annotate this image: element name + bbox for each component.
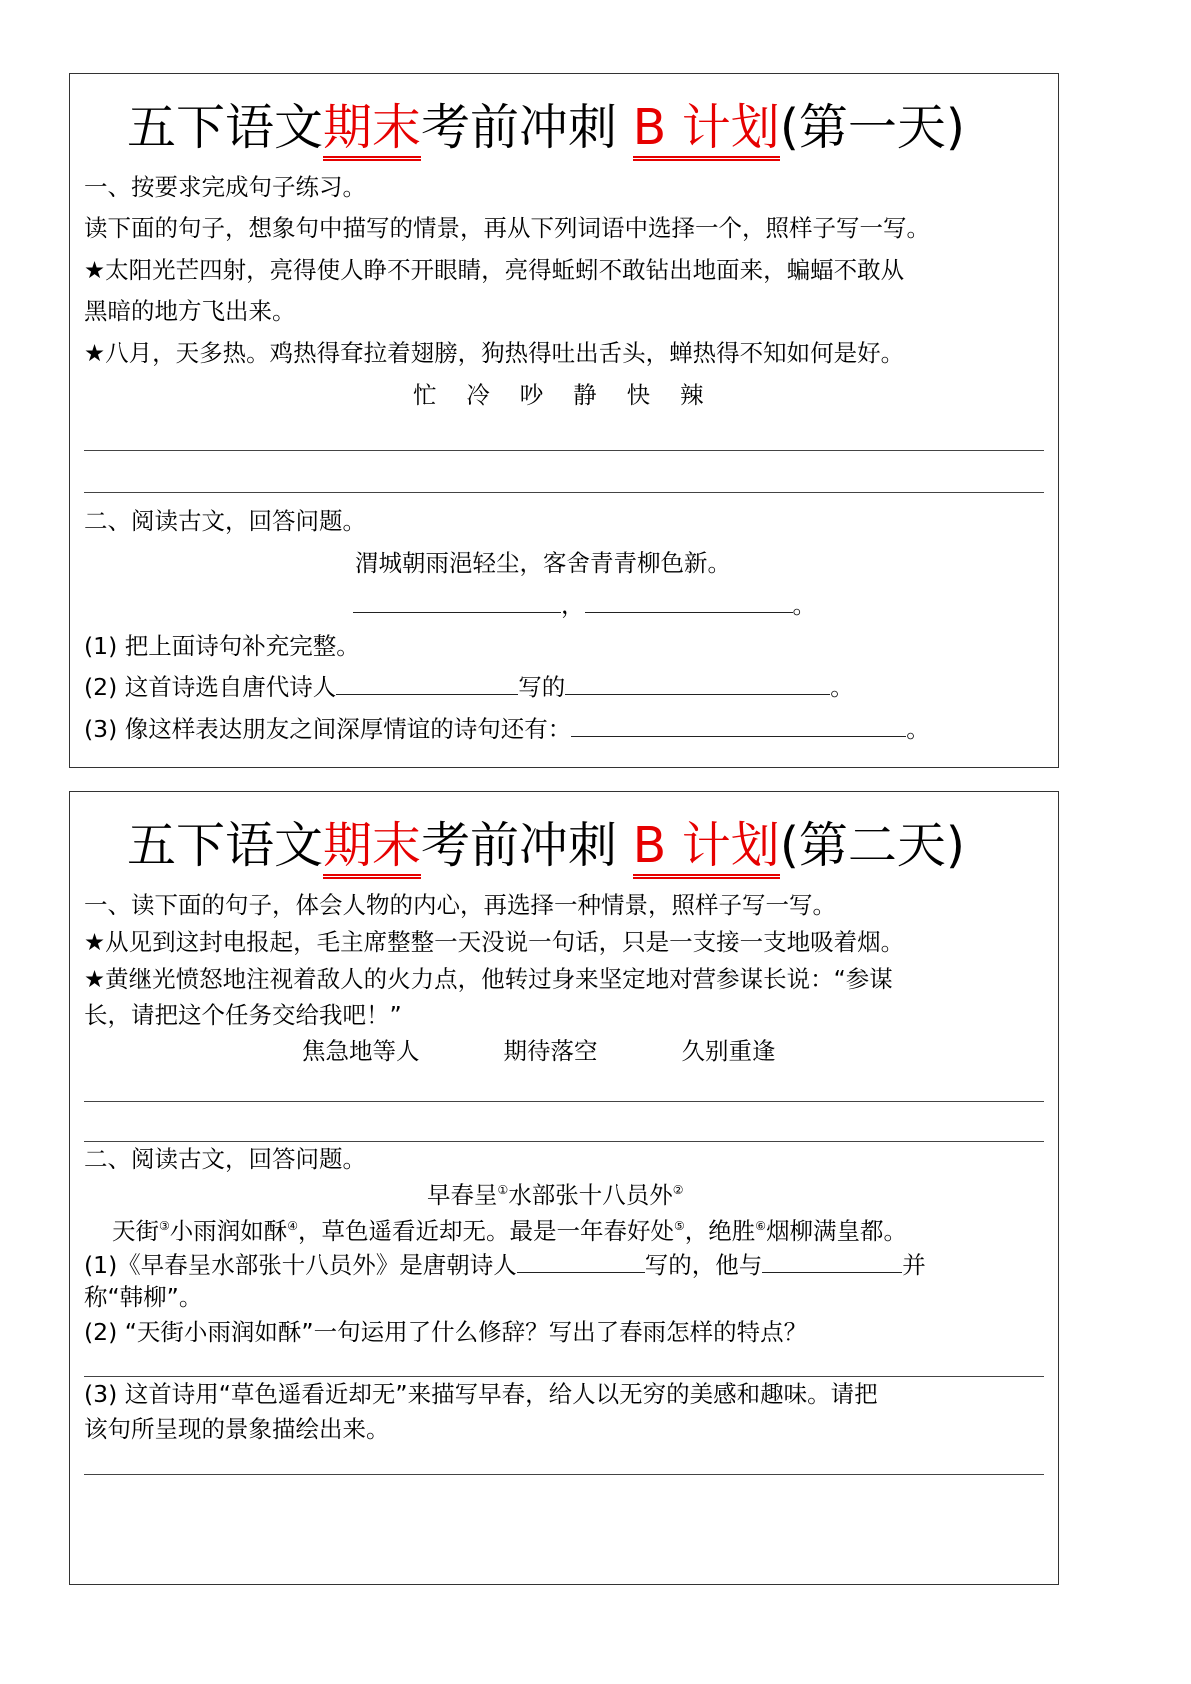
- example-sentence-2-cont: 长，请把这个任务交给我吧！”: [84, 1001, 402, 1029]
- example-sentence-1: ★太阳光芒四射，亮得使人睁不开眼睛，亮得蚯蚓不敢钻出地面来，蝙蝠不敢从: [84, 256, 905, 284]
- worksheet-title: [127, 98, 965, 158]
- footnote-marker: ③: [159, 1219, 170, 1234]
- poem-text: 烟柳满皇都。: [766, 1217, 908, 1245]
- section-2-heading: 二、阅读古文，回答问题。: [84, 507, 366, 535]
- fill-blank-poet[interactable]: [336, 674, 518, 695]
- title-highlight-final-exam: 期末: [323, 817, 421, 879]
- word-choice: 静: [573, 381, 597, 409]
- poem-body: [112, 1216, 907, 1246]
- title-highlight-final-exam: 期末: [323, 99, 421, 161]
- period: 。: [792, 591, 816, 619]
- title-middle: 考前冲刺: [421, 817, 633, 874]
- poem-title-text: 早春呈: [427, 1181, 498, 1209]
- question-1: [84, 1250, 926, 1280]
- poem-text: ，草色遥看近却无。最是一年春好处: [298, 1217, 675, 1245]
- word-choice: 忙: [413, 381, 437, 409]
- example-sentence-1-cont: 黑暗的地方飞出来。: [84, 297, 296, 325]
- comma: ，: [561, 591, 585, 619]
- word-choice: 吵: [519, 381, 544, 409]
- title-day: (第二天): [779, 817, 966, 874]
- poem-title: [427, 1180, 684, 1210]
- question-text: (2) 这首诗选自唐代诗人: [84, 673, 337, 701]
- word-choice: 辣: [679, 381, 704, 409]
- question-text: 并: [902, 1251, 926, 1279]
- answer-line[interactable]: [84, 1141, 1044, 1142]
- example-sentence-2: ★黄继光愤怒地注视着敌人的火力点，他转过身来坚定地对营参谋长说：“参谋: [84, 965, 893, 993]
- footnote-marker: ②: [672, 1183, 684, 1198]
- example-sentence-1: ★从见到这封电报起，毛主席整整一天没说一句话，只是一支接一支地吸着烟。: [84, 928, 905, 956]
- fill-blank-friendship-poem[interactable]: [571, 716, 906, 737]
- title-prefix: 五下语文: [127, 817, 324, 874]
- question-3: (3) 这首诗用“草色遥看近却无”来描写早春，给人以无穷的美感和趣味。请把: [84, 1380, 878, 1408]
- scenario-choice: 久别重逢: [681, 1037, 776, 1065]
- question-text: (3) 像这样表达朋友之间深厚情谊的诗句还有：: [84, 715, 572, 743]
- title-highlight-plan-b: B 计划: [633, 817, 780, 879]
- scenario-choice: 期待落空: [503, 1037, 598, 1065]
- fill-blank-poem-title[interactable]: [565, 674, 830, 695]
- worksheet-day-1: [69, 73, 1059, 768]
- title-day: (第一天): [779, 99, 966, 156]
- answer-line[interactable]: [84, 492, 1044, 493]
- fill-blank-paired-poet[interactable]: [762, 1252, 902, 1273]
- footnote-marker: ⑥: [755, 1219, 767, 1234]
- word-choice: 冷: [466, 381, 490, 409]
- question-text: 写的，他与: [644, 1251, 763, 1279]
- question-2: [84, 672, 854, 702]
- footnote-marker: ①: [497, 1183, 509, 1198]
- poem-fill-blanks: [353, 590, 816, 620]
- example-sentence-2: ★八月，天多热。鸡热得耷拉着翅膀，狗热得吐出舌头，蝉热得不知如何是好。: [84, 339, 905, 367]
- scenario-choice: 焦急地等人: [302, 1037, 420, 1065]
- period: 。: [830, 673, 854, 701]
- scenario-choices: [302, 1036, 776, 1066]
- answer-line[interactable]: [84, 1474, 1044, 1475]
- answer-line[interactable]: [84, 1101, 1044, 1102]
- poem-title-text: 水部张十八员外: [508, 1181, 673, 1209]
- answer-line[interactable]: [84, 1376, 1044, 1377]
- fill-blank[interactable]: [585, 592, 793, 613]
- worksheet-title: [127, 816, 965, 876]
- section-1-heading: 一、按要求完成句子练习。: [84, 173, 366, 201]
- question-3-cont: 该句所呈现的景象描绘出来。: [84, 1415, 390, 1443]
- fill-blank-poet[interactable]: [517, 1252, 645, 1273]
- question-text: (1)《早春呈水部张十八员外》是唐朝诗人: [84, 1251, 517, 1279]
- answer-line[interactable]: [84, 450, 1044, 451]
- question-3: [84, 714, 930, 744]
- section-1-instruction: 读下面的句子，想象句中描写的情景，再从下列词语中选择一个，照样子写一写。: [84, 214, 930, 242]
- question-text: 写的: [518, 673, 566, 701]
- poem-line: 渭城朝雨浥轻尘，客舍青青柳色新。: [355, 549, 731, 577]
- title-prefix: 五下语文: [127, 99, 324, 156]
- period: 。: [906, 715, 930, 743]
- question-2: (2) “天街小雨润如酥”一句运用了什么修辞？写出了春雨怎样的特点？: [84, 1318, 808, 1346]
- worksheet-day-2: [69, 791, 1059, 1585]
- fill-blank[interactable]: [353, 592, 561, 613]
- poem-text: 天街: [112, 1217, 159, 1245]
- poem-text: 小雨润如酥: [169, 1217, 288, 1245]
- title-middle: 考前冲刺: [421, 99, 633, 156]
- word-choices: [413, 380, 703, 410]
- footnote-marker: ⑤: [674, 1219, 685, 1234]
- word-choice: 快: [626, 381, 651, 409]
- title-highlight-plan-b: B 计划: [633, 99, 780, 161]
- question-1: (1) 把上面诗句补充完整。: [84, 632, 360, 660]
- poem-text: ，绝胜: [684, 1217, 756, 1245]
- footnote-marker: ④: [287, 1219, 299, 1234]
- section-2-heading: 二、阅读古文，回答问题。: [84, 1145, 366, 1173]
- section-1-heading: 一、读下面的句子，体会人物的内心，再选择一种情景，照样子写一写。: [84, 891, 836, 919]
- question-1-cont: 称“韩柳”。: [84, 1283, 203, 1311]
